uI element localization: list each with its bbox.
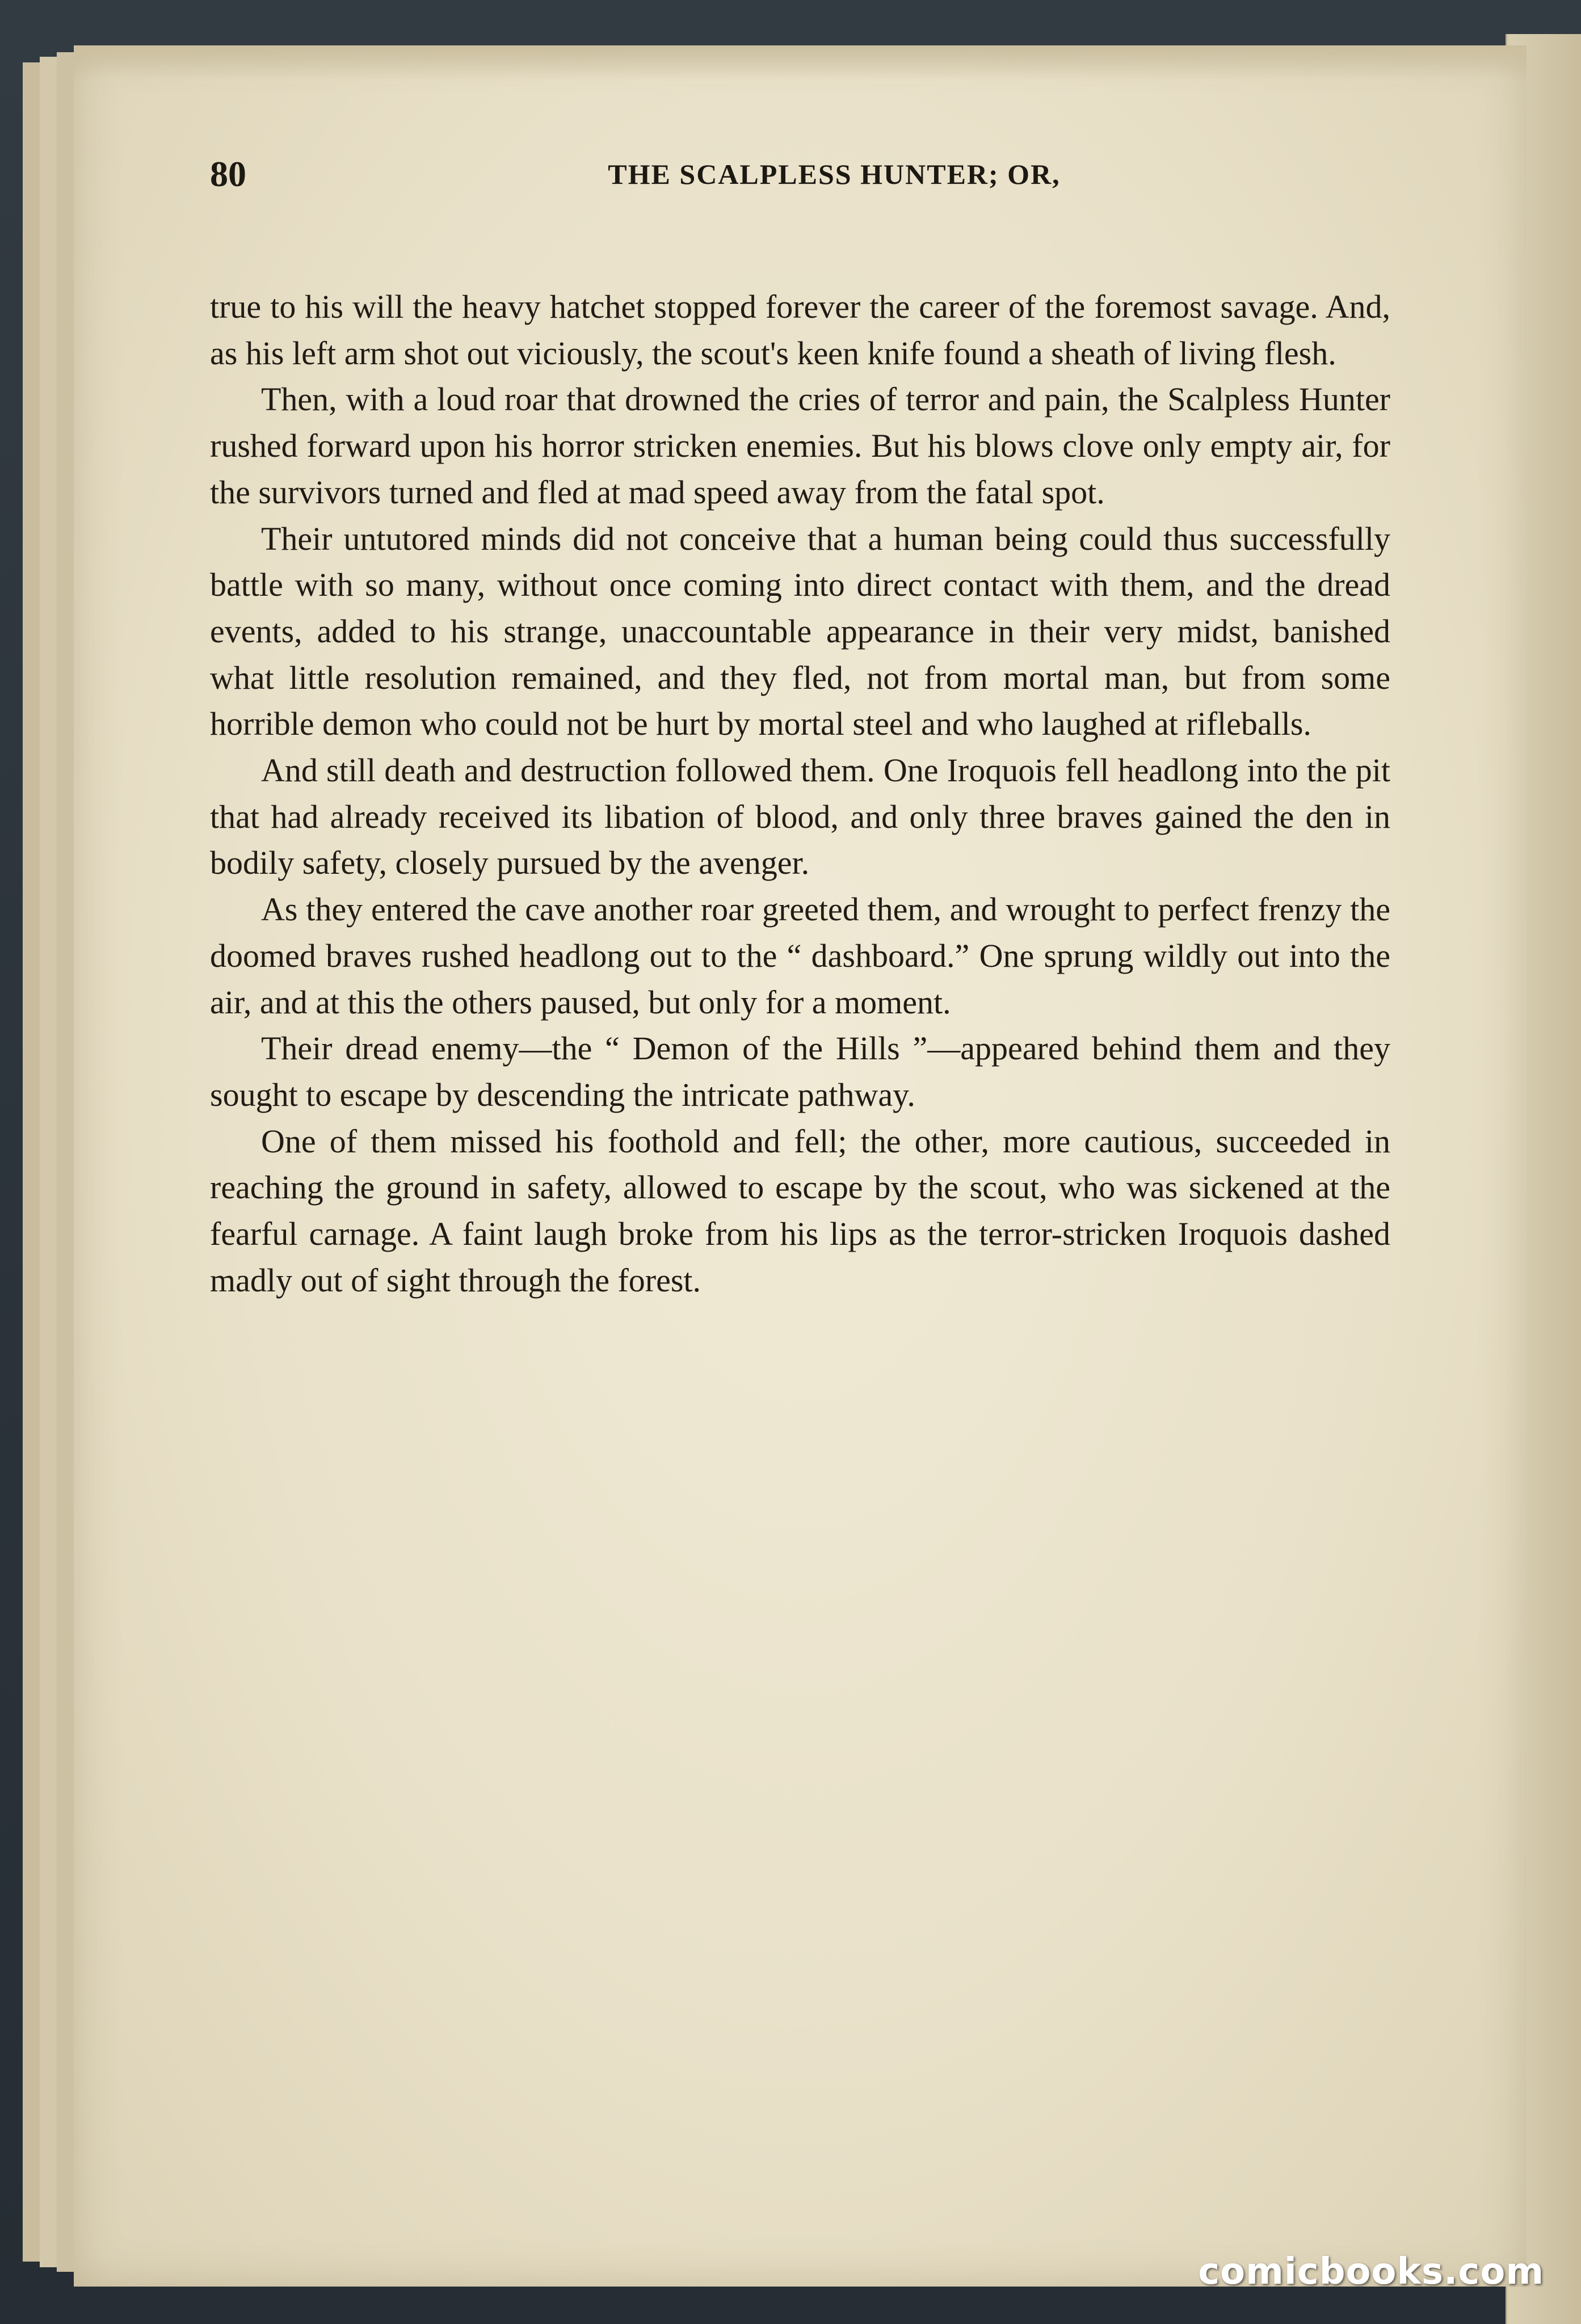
page-top-shadow	[74, 45, 1527, 79]
paragraph-4: And still death and destruction followed them. One Iroquois fell headlong into the pit that had already received its libation of blood, and only three braves gained the den in bodily safety, closely pursued by the avenger.	[210, 752, 1390, 882]
page-header	[210, 153, 1390, 216]
page-number: 80	[210, 154, 246, 194]
paragraph-1: true to his will the heavy hatchet stopped forever the career of the foremost savage. And, as his left arm shot out viciously, the scout's keen knife found a sheath of living flesh.	[210, 288, 1390, 372]
page-body-text	[210, 284, 1390, 1303]
site-watermark: comicbooks.com	[1198, 2251, 1544, 2293]
paragraph-7: One of them missed his foothold and fell; the other, more cautious, succeeded in reaching the ground in safety, allowed to escape by the scout, who was sickened at the fearful carnage. A faint laugh broke from his lips as the terror-stricken Iroquois dashed madly out of sight through the forest.	[210, 1122, 1390, 1299]
paragraph-5: As they entered the cave another roar greeted them, and wrought to perfect frenzy the doomed braves rushed headlong out to the “ dashboard.” One sprung wildly out into the air, and at this the others paused, but only for a moment.	[210, 891, 1390, 1021]
paragraph-6: Their dread enemy—the “ Demon of the Hills ”—appeared behind them and they sought to escape by descending the intricate pathway.	[210, 1030, 1390, 1113]
running-head: THE SCALPLESS HUNTER; OR,	[608, 158, 1061, 190]
paragraph-2: Then, with a loud roar that drowned the cries of terror and pain, the Scalpless Hunter rushed forward upon his horror stricken enemies. But his blows clove only empty air, for the survivors turned and fled at mad speed away from the fatal spot.	[210, 381, 1390, 511]
paragraph-3: Their untutored minds did not conceive that a human being could thus successfully battle with so many, without once coming into direct contact with them, and the dread events, added to his strange, unaccountable appearance in their very midst, banished what little resolution remained, and they fled, not from mortal man, but from some horrible demon who could not be hurt by mortal steel and who laughed at rifleballs.	[210, 520, 1390, 743]
